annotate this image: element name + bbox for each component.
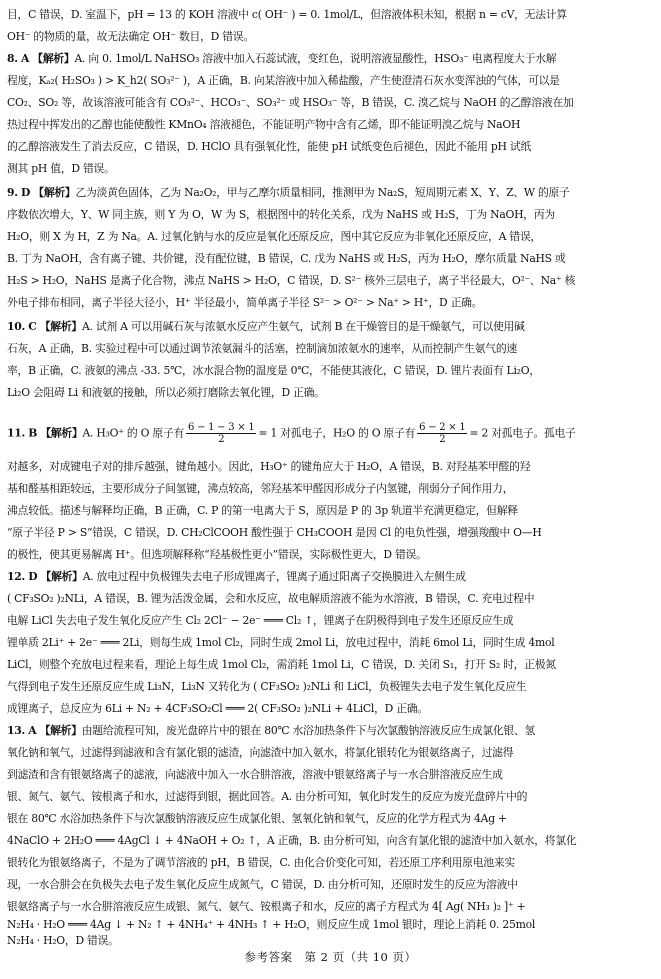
q12-line-2: ( CF₃SO₂ )₂NLi，A 错误，B. 锂为活泼金属，会和水反应，故电解质溶液不能为水溶液，B 错误，C. 充电过程中 [7,592,535,605]
q10-text-1: A. 试剂 A 可以用碱石灰与浓氨水反应产生氨气，试剂 B 在干燥管目的是干燥氨气，可以使用碱 [81,320,525,333]
q12-text-1: A. 放电过程中负极锂失去电子形成锂离子，锂离子通过阳离子交换膜进入左侧生成 [82,570,466,583]
q11-text-1b: = 1 对孤电子，H₂O 的 O 原子有 [258,426,416,440]
q8-tag: 【解析】 [32,52,75,65]
q9-line-3: H₂O，则 X 为 H，Z 为 Na。A. 过氧化钠与水的反应是氧化还原反应，图中其它反应为非氧化还原反应，A 错误， [7,230,542,243]
q11-line-2: 对越多，对成键电子对的排斥越强，键角越小。因此，H₃O⁺ 的键角应大于 H₂O，A 错误，B. 对羟基苯甲醛的羟 [7,460,531,473]
q12-line-6: 气得到电子发生还原反应生成 Li₃N，Li₃N 又转化为 ( CF₃SO₂ )₂NLi 和 LiCl，负极锂失去电子发生氧化反应生 [7,680,527,693]
q12-number: 12. [7,570,26,583]
q10-tag: 【解析】 [39,320,82,333]
q9-text-1: 乙为淡黄色固体，乙为 Na₂O₂，甲与乙摩尔质量相同，推测甲为 Na₂S，短周期元素 X、Y、Z、W 的原子 [75,186,570,199]
q13-line-5: 银在 80℃ 水浴加热条件下与次氯酸钠溶液反应生成氯化银、氢氧化钠和氧气，反应的化学方程式为 4Ag + [7,812,507,825]
q11-text-1a: A. H₃O⁺ 的 O 原子有 [82,426,185,440]
q9-line-1 [7,186,570,199]
q12-answer: D [28,570,38,583]
q13-text-1: 由题给流程可知，废光盘碎片中的银在 80℃ 水浴加热条件下与次氯酸钠溶液反应生成氯化银、氢 [81,724,536,737]
q13-line-11: N₂H₄ · H₂O，D 错误。 [7,934,119,947]
q10-line-3: 率，B 正确，C. 液氨的沸点 -33. 5℃，冰水混合物的温度是 0℃，不能使其液化，C 错误，D. 锂片表面有 Li₂O， [7,364,540,377]
q8-line-1 [7,52,556,65]
q11-tag: 【解析】 [40,426,83,440]
q8-line-5: 的乙醇溶液发生了消去反应，C 错误，D. HClO 具有强氧化性，能使 pH 试纸变色后褪色，因此不能用 pH 试纸 [7,140,531,153]
q13-line-3: 到滤渣和含有银氨络离子的滤液，向滤液中加入一水合肼溶液，溶液中银氨络离子与一水合肼溶液反应生成 [7,768,503,781]
q11-text-1c: = 2 对孤电子。孤电子 [469,426,576,440]
q13-line-1 [7,724,535,737]
q13-line-10: N₂H₄ · H₂O ═══ 4Ag ↓ + N₂ ↑ + 4NH₄⁺ + 4NH₃ ↑ + H₂O，则反应生成 1mol 银时，理论上消耗 0. 25mol [7,918,536,931]
q10-line-4: Li₂O 会阻碍 Li 和液氨的接触，所以必须打磨除去氧化锂，D 正确。 [7,386,325,399]
q10-answer: C [28,320,37,333]
q13-line-7: 银转化为银氨络离子，不是为了调节溶液的 pH，B 错误，C. 由化合价变化可知，若还原工序利用原电池来实 [7,856,515,869]
q13-answer: A [28,724,37,737]
q11-line-3: 基和醛基相距较远，主要形成分子间氢键，沸点较高，邻羟基苯甲醛因形成分子内氢键，削弱分子间作用力， [7,482,514,495]
q13-line-8: 现，一水合肼会在负极失去电子发生氧化反应生成氮气，C 错误，D. 由分析可知，还原时发生的反应为溶液中 [7,878,518,891]
q11-fraction-1-denominator: 2 [218,434,225,445]
intro-line-1: 目，C 错误，D. 室温下，pH = 13 的 KOH 溶液中 c( OH⁻ ) = 0. 1mol/L，但溶液体积未知，根据 n = cV，无法计算 [7,8,567,21]
q9-answer: D [20,186,31,199]
q8-answer: A [20,52,30,65]
q11-fraction-1-numerator: 6 − 1 − 3 × 1 [188,422,255,433]
q11-line-5: “原子半径 P > S”错误，C 错误，D. CH₂ClCOOH 酸性强于 CH₃COOH 是因 Cl 的电负性强，增强羧酸中 O—H [7,526,542,539]
q12-line-3: 电解 LiCl 失去电子发生氧化反应产生 Cl₂ 2Cl⁻ − 2e⁻ ═══ Cl₂ ↑，锂离子在阴极得到电子发生还原反应生成 [7,614,514,627]
q9-line-5: H₂S > H₂O，NaHS 是离子化合物，沸点 NaHS > H₂O，C 错误，D. S²⁻ 核外三层电子，离子半径最大，O²⁻、Na⁺ 核 [7,274,576,287]
q8-line-4: 热过程中挥发出的乙醇也能使酸性 KMnO₄ 溶液褪色，不能证明产物中含有乙烯，即不能证明溴乙烷与 NaOH [7,118,521,131]
q9-number: 9. [7,186,18,199]
q11-fraction-2-denominator: 2 [439,434,446,445]
q13-number: 13. [7,724,26,737]
q11-fraction-1 [186,422,256,445]
q10-line-2: 石灰，A 正确，B. 实验过程中可以通过调节浓氨漏斗的活塞，控制滴加浓氨水的速率，从而控制产生氨气的速 [7,342,517,355]
q9-line-6: 外电子排布相同，离子半径大径小，H⁺ 半径最小，简单离子半径 S²⁻ > O²⁻ > Na⁺ > H⁺，D 正确。 [7,296,483,309]
q11-number: 11. [7,426,26,440]
q13-line-6: 4NaClO + 2H₂O ═══ 4AgCl ↓ + 4NaOH + O₂ ↑，A 正确，B. 由分析可知，向含有氯化银的滤渣中加入氨水，将氯化 [7,834,577,847]
page-footer: 参考答案 第 2 页（共 10 页） [244,950,417,964]
q9-line-4: B. 丁为 NaOH，含有离子键、共价键，没有配位键，B 错误，C. 戊为 NaHS 或 H₂S，丙为 H₂O，摩尔质量 NaHS 或 [7,252,566,265]
q11-answer: B [28,426,38,440]
q12-tag: 【解析】 [40,570,83,583]
q8-line-2: 程度，Kₐ₂( H₂SO₃ ) > K_h2( SO₃²⁻ )，A 正确，B. 向某溶液中加入稀盐酸，产生使澄清石灰水变浑浊的气体，可以是 [7,74,560,87]
q11-line-4: 沸点较低。描述与解释均正确，B 正确，C. P 的第一电离大于 S，原因是 P 的 3p 轨道半充满更稳定，但解释 [7,504,518,517]
q8-line-3: CO₂、SO₂ 等，故该溶液可能含有 CO₃²⁻、HCO₃⁻、SO₃²⁻ 或 HSO₃⁻ 等，B 错误，C. 溴乙烷与 NaOH 的乙醇溶液在加 [7,96,574,109]
q10-number: 10. [7,320,26,333]
q11-line-1 [7,422,576,445]
q12-line-1 [7,570,466,583]
q12-line-7: 成锂离子，总反应为 6Li + N₂ + 4CF₃SO₂Cl ═══ 2( CF₃SO₂ )₂NLi + 4LiCl，D 正确。 [7,702,428,715]
q11-fraction-2 [417,422,467,445]
intro-line-2: OH⁻ 的物质的量，故无法确定 OH⁻ 数目，D 错误。 [7,30,254,43]
q9-tag: 【解析】 [33,186,76,199]
q8-line-6: 测其 pH 值，D 错误。 [7,162,115,175]
q13-line-2: 氧化钠和氧气，过滤得到滤液和含有氯化银的滤渣，向滤渣中加入氨水，将氯化银转化为银氨络离子，过滤得 [7,746,514,759]
q11-line-6: 的极性，使其更易解离 H⁺。但选项解释称“羟基极性更小”错误，实际极性更大，D 错误。 [7,548,427,561]
q8-text-1: A. 向 0. 1mol/L NaHSO₃ 溶液中加入石蕊试液，变红色，说明溶液显酸性，HSO₃⁻ 电离程度大于水解 [74,52,557,65]
q12-line-4: 锂单质 2Li⁺ + 2e⁻ ═══ 2Li，则每生成 1mol Cl₂，同时生成 2mol Li，放电过程中，消耗 6mol Li，同时生成 4mol [7,636,555,649]
q13-line-4: 银、氮气、氨气、铵根离子和水，过滤得到银，据此回答。A. 由分析可知，氧化时发生的反应为废光盘碎片中的 [7,790,528,803]
q10-line-1 [7,320,525,333]
q13-tag: 【解析】 [39,724,82,737]
q9-line-2: 序数依次增大，Y、W 同主族，则 Y 为 O，W 为 S，根据图中的转化关系，戊为 NaHS 或 H₂S，丁为 NaOH，丙为 [7,208,555,221]
q12-line-5: LiCl，则整个充放电过程来看，理论上每生成 1mol Cl₂，需消耗 1mol Li，C 错误，D. 关闭 S₁，打开 S₂ 时，正极氮 [7,658,556,671]
q13-line-9: 银氨络离子与一水合肼溶液反应生成银、氮气、氨气、铵根离子和水，反应的离子方程式为 4[ Ag( NH₃ )₂ ]⁺ + [7,900,526,913]
q8-number: 8. [7,52,18,65]
q11-fraction-2-numerator: 6 − 2 × 1 [419,422,466,433]
